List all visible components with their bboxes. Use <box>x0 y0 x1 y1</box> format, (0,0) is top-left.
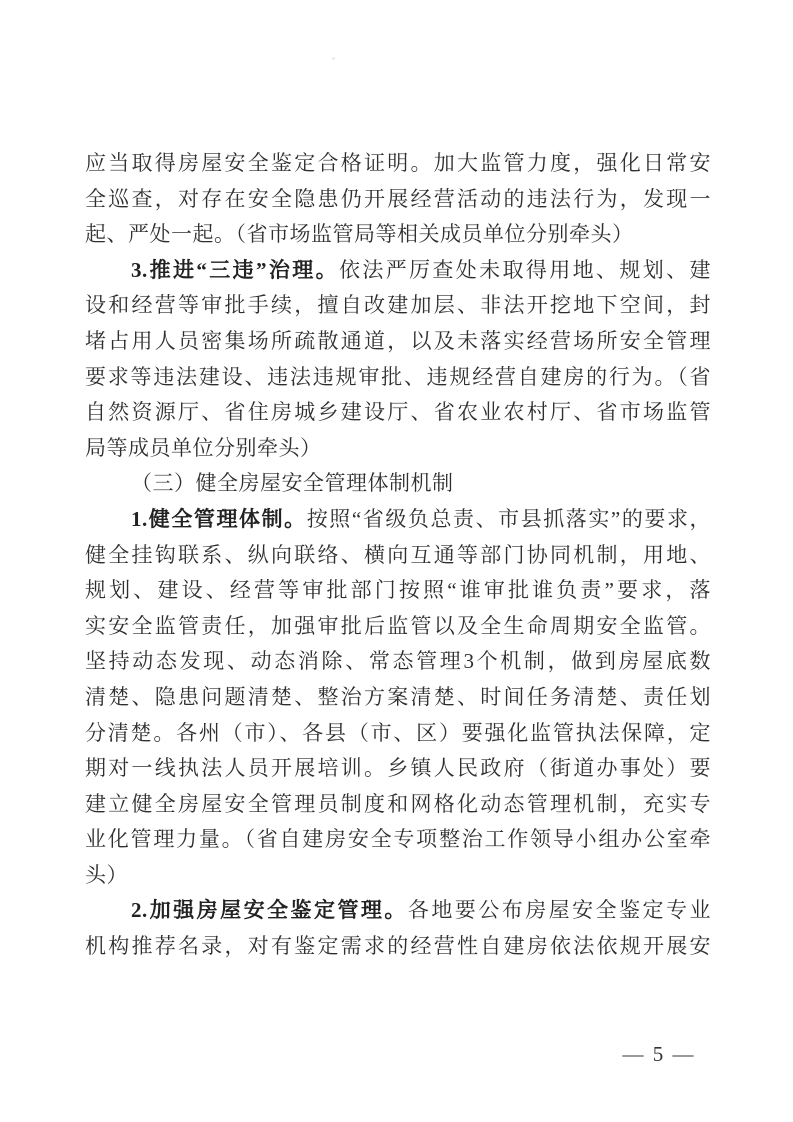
line-text: 应当取得房屋安全鉴定合格证明。加大监管力度，强化日常安 <box>85 151 711 175</box>
text-line <box>85 538 711 574</box>
line-text: 分清楚。各州（市）、各县（市、区）要强化监管执法保障，定 <box>85 720 711 745</box>
text-line <box>85 716 711 752</box>
line-text: 堵占用人员密集场所疏散通道，以及未落实经营场所安全管理 <box>85 328 711 353</box>
line-text: 期对一线执法人员开展培训。乡镇人民政府（街道办事处）要 <box>85 756 711 781</box>
text-line <box>85 822 711 858</box>
line-text: 自然资源厅、省住房城乡建设厅、省农业农村厅、省市场监管 <box>85 400 711 425</box>
line-text: 起、严处一起。（省市场监管局等相关成员单位分别牵头） <box>85 222 634 247</box>
text-line <box>85 858 711 894</box>
line-text: 建立健全房屋安全管理员制度和网格化动态管理机制，充实专 <box>85 791 711 816</box>
text-line <box>85 787 711 823</box>
line-text: 坚持动态发现、动态消除、常态管理3个机制，做到房屋底数 <box>85 649 711 674</box>
text-line <box>85 609 711 645</box>
line-text: 头） <box>85 862 128 887</box>
text-line <box>85 680 711 716</box>
text-line <box>85 324 711 360</box>
line-text: 设和经营等审批手续，擅自改建加层、非法开挖地下空间，封 <box>85 293 711 318</box>
line-text: 依法严厉查处未取得用地、规划、建 <box>338 257 712 282</box>
document-body <box>85 146 711 965</box>
text-line-subsection-heading <box>85 466 711 502</box>
line-text: 清楚、隐患问题清楚、整治方案清楚、时间任务清楚、责任划 <box>85 684 711 709</box>
line-text: 全巡查，对存在安全隐患仍开展经营活动的违法行为，发现一 <box>85 186 711 211</box>
text-line <box>85 929 711 965</box>
text-line-item-2-heading <box>85 893 711 929</box>
line-text: 健全挂钩联系、纵向联络、横向互通等部门协同机制，用地、 <box>85 542 711 567</box>
text-line <box>85 182 711 218</box>
line-text: 规划、建设、经营等审批部门按照“谁审批谁负责”要求，落 <box>85 578 711 603</box>
text-line-section-3-heading <box>85 253 711 289</box>
text-line <box>85 751 711 787</box>
bold-lead: 3.推进“三违”治理。 <box>131 257 339 282</box>
text-line <box>85 217 711 253</box>
line-text: 按照“省级负总责、市县抓落实”的要求， <box>306 506 712 531</box>
line-text: 机构推荐名录，对有鉴定需求的经营性自建房依法依规开展安 <box>85 934 711 959</box>
bold-lead: 2.加强房屋安全鉴定管理。 <box>131 898 408 923</box>
scan-artifact-dot <box>332 57 335 60</box>
text-line <box>85 573 711 609</box>
text-line <box>85 288 711 324</box>
text-line <box>85 644 711 680</box>
page-number: — 5 — <box>622 1042 696 1066</box>
line-text: 局等成员单位分别牵头） <box>85 435 322 460</box>
text-line-item-1-heading <box>85 502 711 538</box>
line-text: 要求等违法建设、违法违规审批、违规经营自建房的行为。（省 <box>85 364 711 389</box>
text-line <box>85 146 711 182</box>
line-text: （三）健全房屋安全管理体制机制 <box>131 471 454 496</box>
text-line <box>85 431 711 467</box>
line-text: 各地要公布房屋安全鉴定专业 <box>407 898 711 923</box>
bold-lead: 1.健全管理体制。 <box>131 506 307 531</box>
line-text: 实安全监管责任，加强审批后监管以及全生命周期安全监管。 <box>85 613 711 638</box>
line-text: 业化管理力量。（省自建房安全专项整治工作领导小组办公室牵 <box>85 827 711 852</box>
text-line <box>85 360 711 396</box>
text-line <box>85 395 711 431</box>
